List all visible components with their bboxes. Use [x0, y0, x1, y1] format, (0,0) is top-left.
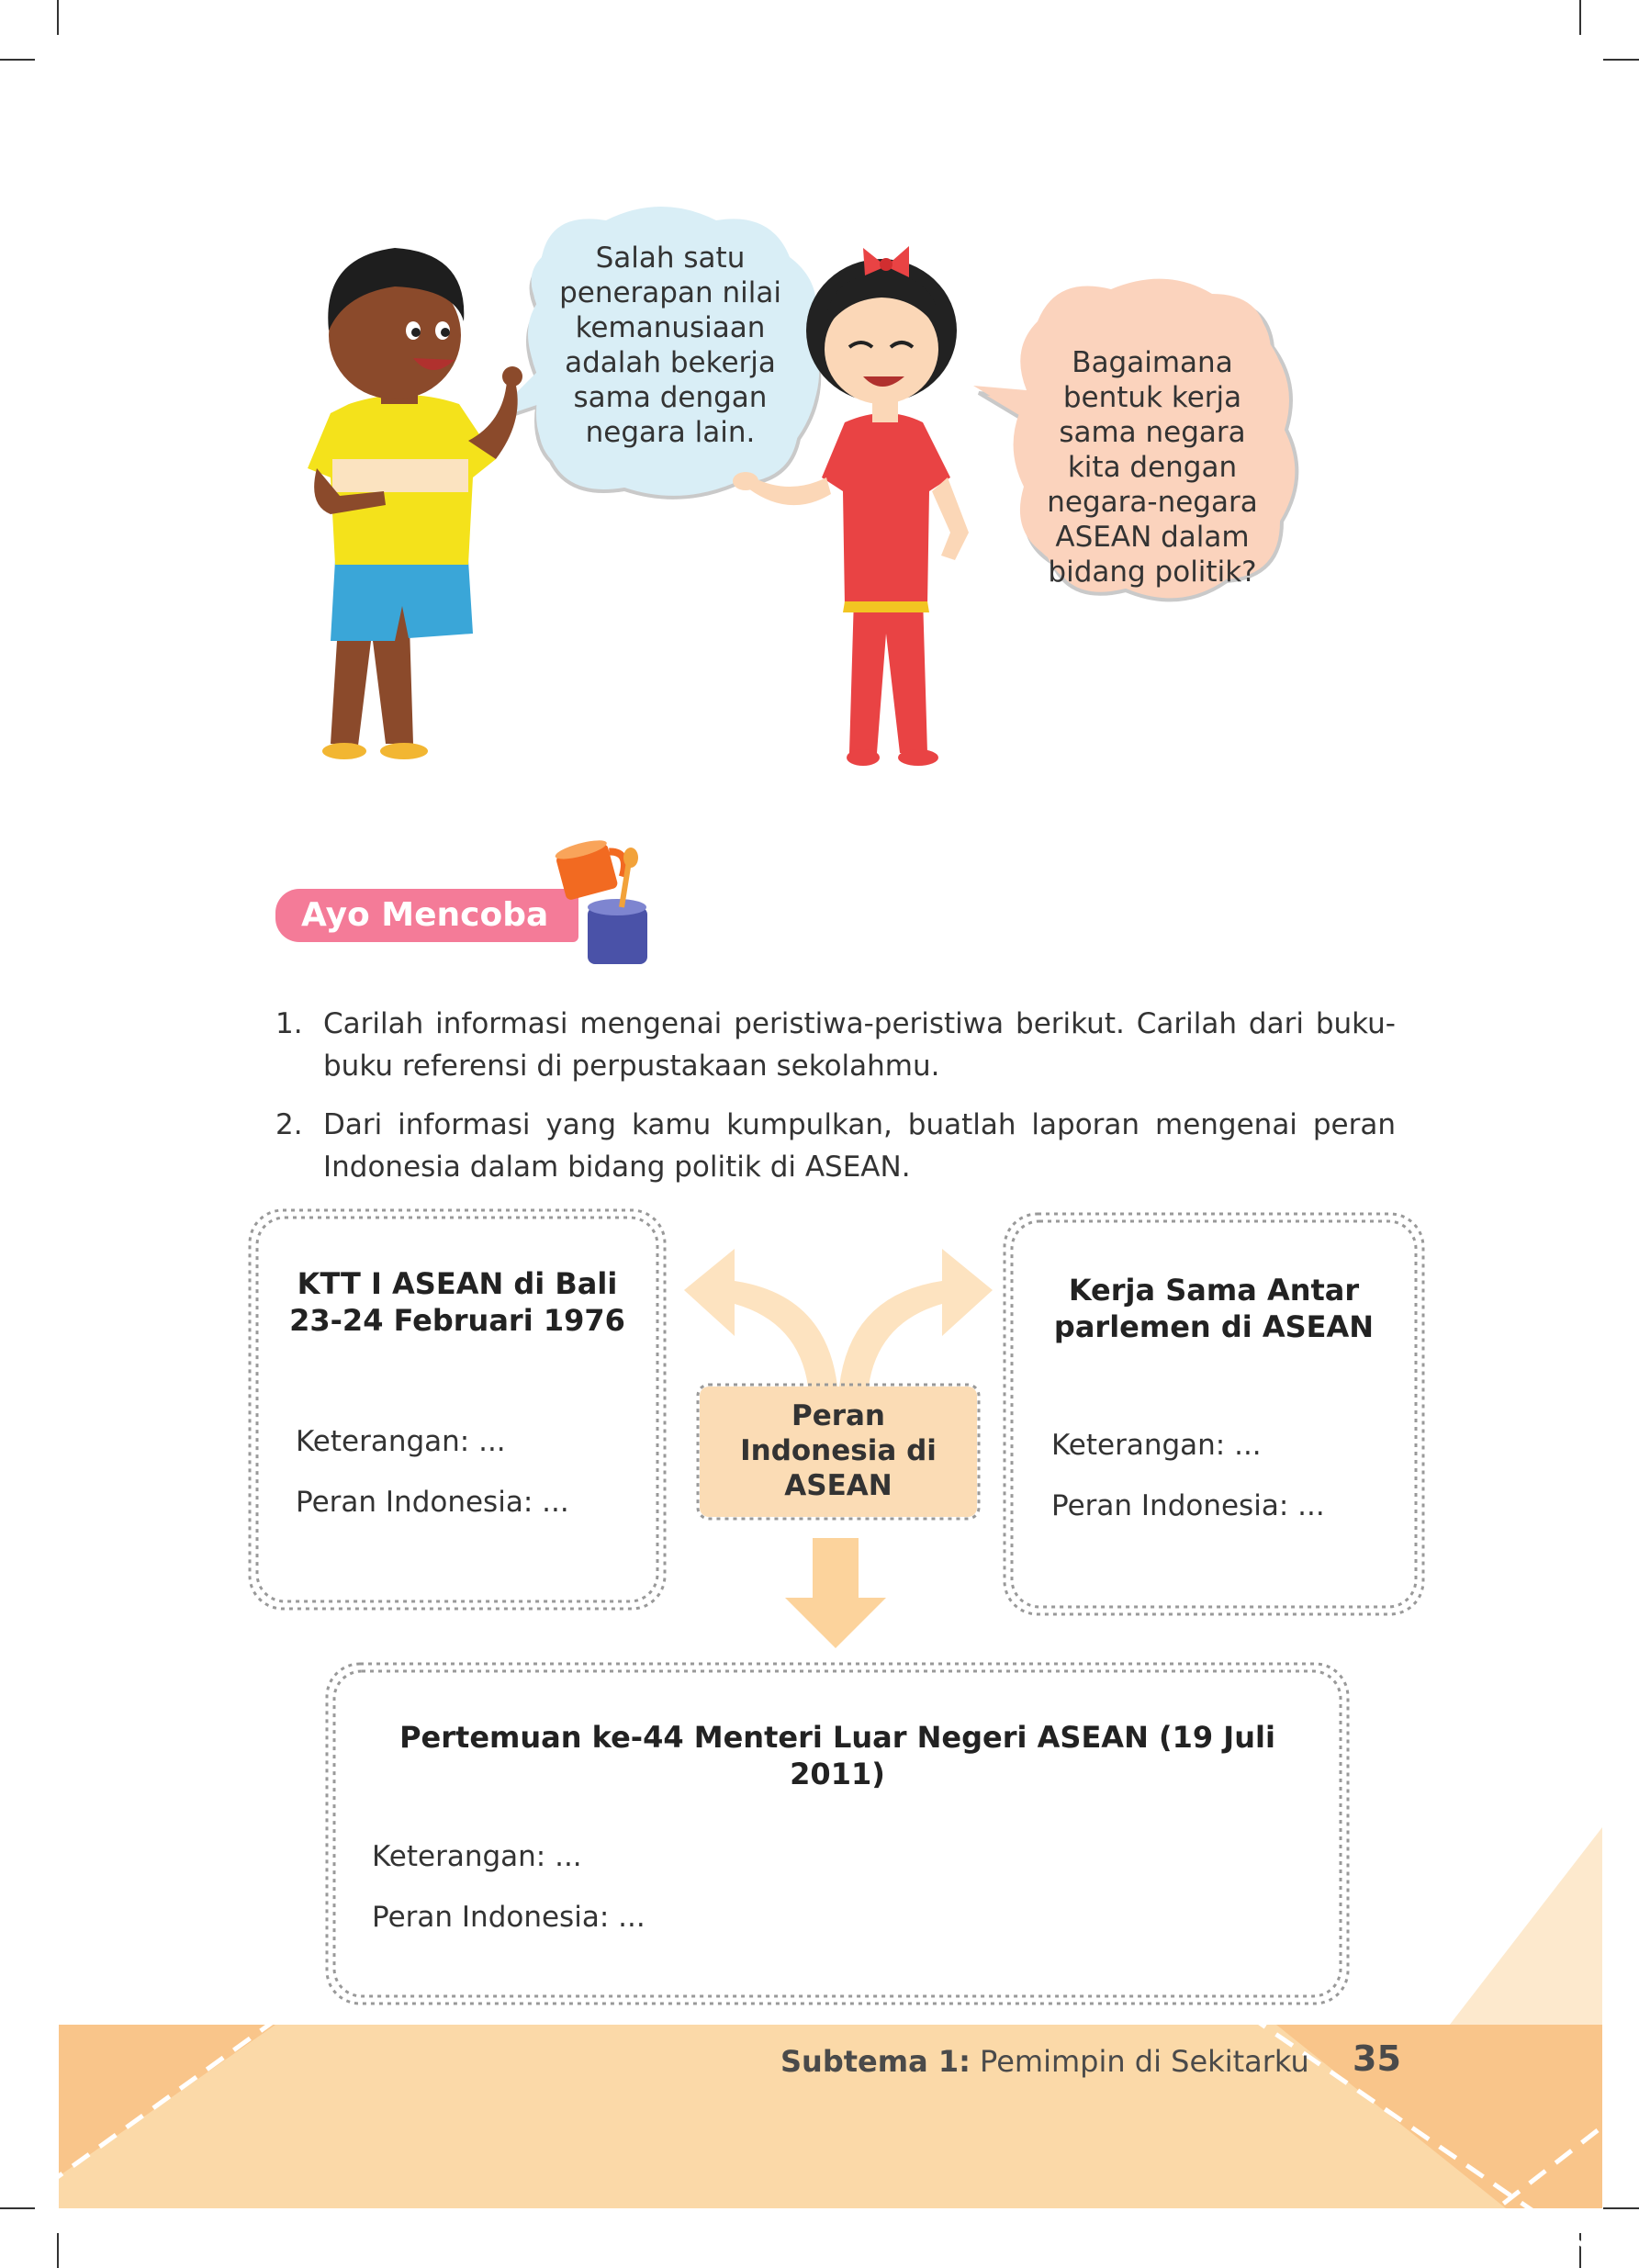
center-box-text: Peran Indonesia di ASEAN — [740, 1399, 937, 1502]
arrow-down — [785, 1538, 886, 1648]
left-box-title — [275, 1265, 639, 1339]
section-badge: Ayo Mencoba — [275, 889, 578, 942]
right-box-title-line: Kerja Sama Antar — [1068, 1273, 1360, 1308]
boy-bubble-text: Salah satu penerapan nilai kemanusiaan adalah bekerja sama dengan negara lain. — [559, 241, 781, 449]
right-box-peran: Peran Indonesia: ... — [1051, 1489, 1325, 1522]
right-box-title — [1028, 1272, 1399, 1345]
footer-subtema-label: Subtema 1: — [780, 2044, 971, 2079]
left-box-keterangan: Keterangan: ... — [296, 1425, 506, 1458]
instruction-text: Dari informasi yang kamu kumpulkan, buatlah laporan mengenai peran Indonesia dalam bidang politik di ASEAN. — [323, 1108, 1396, 1184]
page-number: 35 — [1353, 2038, 1401, 2079]
instruction-number: 2. — [275, 1108, 303, 1141]
left-box-title-line: 23-24 Februari 1976 — [289, 1303, 625, 1338]
instruction-text: Carilah informasi mengenai peristiwa-peristiwa berikut. Carilah dari buku-buku referensi di perpustakaan sekolahmu. — [323, 1007, 1396, 1083]
left-box-peran: Peran Indonesia: ... — [296, 1486, 569, 1519]
bottom-box-title: Pertemuan ke-44 Menteri Luar Negeri ASEAN (19 Juli 2011) — [399, 1720, 1275, 1791]
arrow-right — [839, 1249, 993, 1387]
left-box-title-line: KTT I ASEAN di Bali — [297, 1266, 618, 1301]
right-box-keterangan: Keterangan: ... — [1051, 1429, 1262, 1462]
footer-subtema — [780, 2044, 1309, 2079]
footer-subtema-title: Pemimpin di Sekitarku — [980, 2044, 1309, 2079]
girl-bubble-text: Bagaimana bentuk kerja sama negara kita dengan negara-negara ASEAN dalam bidang politik? — [1047, 346, 1258, 589]
right-box-title-line: parlemen di ASEAN — [1053, 1309, 1375, 1344]
bottom-box-peran: Peran Indonesia: ... — [372, 1901, 645, 1934]
arrow-left — [684, 1249, 837, 1387]
bottom-box-keterangan: Keterangan: ... — [372, 1840, 582, 1873]
instruction-number: 1. — [275, 1007, 303, 1040]
